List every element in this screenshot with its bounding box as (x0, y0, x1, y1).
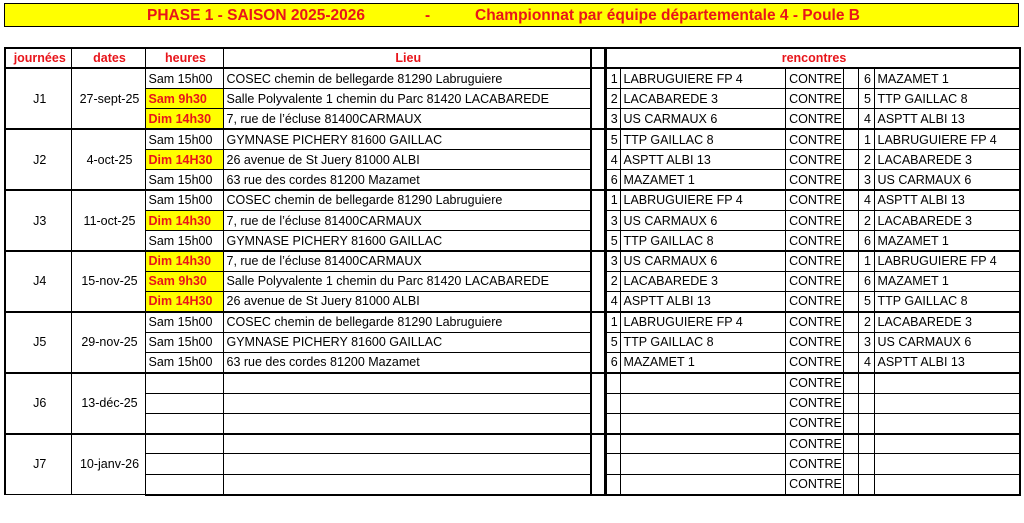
header-rencontres: rencontres (605, 48, 1020, 68)
schedule-table (4, 47, 592, 496)
vs-label: CONTRE (785, 413, 843, 433)
lieu-cell (223, 454, 591, 474)
vs-label: CONTRE (785, 68, 843, 88)
lieu-cell: 63 rue des cordes 81200 Mazamet (223, 352, 591, 372)
home-number: 3 (605, 210, 620, 230)
date-cell: 11-oct-25 (71, 190, 145, 251)
lieu-cell: 7, rue de l’écluse 81400CARMAUX (223, 251, 591, 271)
phase-title: PHASE 1 - SAISON 2025-2026 (147, 7, 365, 24)
vs-label: CONTRE (785, 190, 843, 210)
spacer-cell (843, 109, 858, 129)
home-number (605, 393, 620, 413)
home-number: 1 (605, 190, 620, 210)
journee-cell: J2 (5, 129, 71, 190)
away-number: 5 (858, 89, 874, 109)
heure-cell: Sam 15h00 (145, 170, 223, 190)
heure-cell (145, 413, 223, 433)
home-team (620, 434, 785, 454)
match-row (605, 352, 1020, 372)
home-team: US CARMAUX 6 (620, 210, 785, 230)
home-team: ASPTT ALBI 13 (620, 149, 785, 169)
home-number (605, 454, 620, 474)
heure-cell (145, 454, 223, 474)
spacer-cell (843, 413, 858, 433)
away-team (874, 373, 1020, 393)
match-row (605, 332, 1020, 352)
journee-cell: J4 (5, 251, 71, 312)
schedule-row (5, 190, 591, 210)
spacer-cell (843, 434, 858, 454)
header-lieu: Lieu (223, 48, 591, 68)
spacer-cell (843, 129, 858, 149)
vs-label: CONTRE (785, 454, 843, 474)
match-row (605, 68, 1020, 88)
away-team: LACABAREDE 3 (874, 312, 1020, 332)
away-team: MAZAMET 1 (874, 271, 1020, 291)
spacer-cell (843, 89, 858, 109)
home-number: 5 (605, 129, 620, 149)
home-number: 2 (605, 89, 620, 109)
match-row (605, 210, 1020, 230)
heure-cell (145, 373, 223, 393)
match-row (605, 434, 1020, 454)
home-team: TTP GAILLAC 8 (620, 231, 785, 251)
match-row (605, 149, 1020, 169)
match-row (605, 89, 1020, 109)
lieu-cell: GYMNASE PICHERY 81600 GAILLAC (223, 332, 591, 352)
spacer-cell (843, 454, 858, 474)
spacer-cell (843, 352, 858, 372)
away-number: 6 (858, 271, 874, 291)
date-cell: 15-nov-25 (71, 251, 145, 312)
away-team: ASPTT ALBI 13 (874, 352, 1020, 372)
away-number: 2 (858, 312, 874, 332)
journee-cell: J1 (5, 68, 71, 129)
vs-label: CONTRE (785, 149, 843, 169)
away-team: US CARMAUX 6 (874, 170, 1020, 190)
rencontres-table (604, 47, 1021, 496)
schedule-row (5, 373, 591, 393)
lieu-cell: 26 avenue de St Juery 81000 ALBI (223, 292, 591, 312)
match-row (605, 292, 1020, 312)
heure-cell: Sam 9h30 (145, 89, 223, 109)
away-team: MAZAMET 1 (874, 68, 1020, 88)
home-number: 4 (605, 149, 620, 169)
away-team: LACABAREDE 3 (874, 149, 1020, 169)
away-team: ASPTT ALBI 13 (874, 109, 1020, 129)
away-team: ASPTT ALBI 13 (874, 190, 1020, 210)
vs-label: CONTRE (785, 292, 843, 312)
lieu-cell (223, 474, 591, 494)
home-team: MAZAMET 1 (620, 170, 785, 190)
date-cell: 13-déc-25 (71, 373, 145, 434)
away-team: LACABAREDE 3 (874, 210, 1020, 230)
schedule-row (5, 434, 591, 454)
home-team: TTP GAILLAC 8 (620, 129, 785, 149)
away-number: 6 (858, 231, 874, 251)
date-cell: 4-oct-25 (71, 129, 145, 190)
spacer-cell (843, 68, 858, 88)
heure-cell: Sam 15h00 (145, 129, 223, 149)
header-heures: heures (145, 48, 223, 68)
lieu-cell: COSEC chemin de bellegarde 81290 Labruguiere (223, 68, 591, 88)
vs-label: CONTRE (785, 129, 843, 149)
vs-label: CONTRE (785, 231, 843, 251)
vs-label: CONTRE (785, 352, 843, 372)
home-team: US CARMAUX 6 (620, 251, 785, 271)
spacer-cell (843, 393, 858, 413)
spacer-cell (843, 149, 858, 169)
home-team (620, 393, 785, 413)
header-row (5, 48, 591, 68)
journee-cell: J6 (5, 373, 71, 434)
home-team: US CARMAUX 6 (620, 109, 785, 129)
away-team: MAZAMET 1 (874, 231, 1020, 251)
spacer-cell (843, 170, 858, 190)
home-team: LACABAREDE 3 (620, 89, 785, 109)
lieu-cell: GYMNASE PICHERY 81600 GAILLAC (223, 129, 591, 149)
away-team (874, 413, 1020, 433)
lieu-cell: 26 avenue de St Juery 81000 ALBI (223, 149, 591, 169)
lieu-cell: 7, rue de l’écluse 81400CARMAUX (223, 109, 591, 129)
match-row (605, 373, 1020, 393)
match-row (605, 129, 1020, 149)
away-number: 5 (858, 292, 874, 312)
spacer-cell (843, 190, 858, 210)
match-row (605, 271, 1020, 291)
heure-cell: Dim 14h30 (145, 251, 223, 271)
away-number (858, 434, 874, 454)
away-number (858, 454, 874, 474)
title-separator: - (425, 7, 431, 24)
vs-label: CONTRE (785, 332, 843, 352)
vs-label: CONTRE (785, 89, 843, 109)
vs-label: CONTRE (785, 109, 843, 129)
home-number: 4 (605, 292, 620, 312)
spacer-cell (843, 292, 858, 312)
home-team (620, 454, 785, 474)
away-number: 3 (858, 170, 874, 190)
vs-label: CONTRE (785, 271, 843, 291)
journee-cell: J5 (5, 312, 71, 373)
away-team: TTP GAILLAC 8 (874, 89, 1020, 109)
home-number: 1 (605, 68, 620, 88)
away-number: 1 (858, 251, 874, 271)
vs-label: CONTRE (785, 474, 843, 494)
heure-cell: Sam 15h00 (145, 332, 223, 352)
lieu-cell (223, 393, 591, 413)
match-row (605, 474, 1020, 494)
schedule-row (5, 312, 591, 332)
away-number: 4 (858, 190, 874, 210)
home-number (605, 373, 620, 393)
home-team: MAZAMET 1 (620, 352, 785, 372)
journee-cell: J3 (5, 190, 71, 251)
home-team: LABRUGUIERE FP 4 (620, 312, 785, 332)
spacer-cell (843, 251, 858, 271)
heure-cell: Sam 15h00 (145, 231, 223, 251)
heure-cell: Sam 15h00 (145, 352, 223, 372)
home-number (605, 413, 620, 433)
match-row (605, 413, 1020, 433)
spacer-cell (843, 373, 858, 393)
rencontres-header-row (605, 48, 1020, 68)
lieu-cell: 63 rue des cordes 81200 Mazamet (223, 170, 591, 190)
spacer-cell (843, 312, 858, 332)
spacer-cell (843, 231, 858, 251)
heure-cell (145, 474, 223, 494)
vs-label: CONTRE (785, 312, 843, 332)
lieu-cell (223, 413, 591, 433)
home-number: 6 (605, 170, 620, 190)
vs-label: CONTRE (785, 210, 843, 230)
away-team: US CARMAUX 6 (874, 332, 1020, 352)
match-row (605, 312, 1020, 332)
away-team: TTP GAILLAC 8 (874, 292, 1020, 312)
lieu-cell (223, 434, 591, 454)
header-dates: dates (71, 48, 145, 68)
date-cell: 10-janv-26 (71, 434, 145, 495)
lieu-cell (223, 373, 591, 393)
home-number: 3 (605, 109, 620, 129)
home-number: 5 (605, 332, 620, 352)
heure-cell: Sam 15h00 (145, 68, 223, 88)
vs-label: CONTRE (785, 170, 843, 190)
home-team (620, 413, 785, 433)
home-team: LABRUGUIERE FP 4 (620, 190, 785, 210)
spacer-cell (843, 271, 858, 291)
away-team (874, 393, 1020, 413)
vs-label: CONTRE (785, 393, 843, 413)
away-number: 4 (858, 352, 874, 372)
vs-label: CONTRE (785, 373, 843, 393)
date-cell: 27-sept-25 (71, 68, 145, 129)
heure-cell: Sam 9h30 (145, 271, 223, 291)
lieu-cell: COSEC chemin de bellegarde 81290 Labruguiere (223, 312, 591, 332)
lieu-cell: Salle Polyvalente 1 chemin du Parc 81420 LACABAREDE (223, 271, 591, 291)
home-team (620, 373, 785, 393)
match-row (605, 393, 1020, 413)
date-cell: 29-nov-25 (71, 312, 145, 373)
home-number: 6 (605, 352, 620, 372)
spacer-cell (843, 474, 858, 494)
vs-label: CONTRE (785, 251, 843, 271)
vs-label: CONTRE (785, 434, 843, 454)
header-journees: journées (5, 48, 71, 68)
away-number: 2 (858, 210, 874, 230)
away-team (874, 474, 1020, 494)
schedule-row (5, 129, 591, 149)
heure-cell (145, 434, 223, 454)
away-number: 4 (858, 109, 874, 129)
lieu-cell: GYMNASE PICHERY 81600 GAILLAC (223, 231, 591, 251)
away-number: 1 (858, 129, 874, 149)
match-row (605, 251, 1020, 271)
heure-cell: Dim 14h30 (145, 109, 223, 129)
home-number: 1 (605, 312, 620, 332)
home-team: LACABAREDE 3 (620, 271, 785, 291)
match-row (605, 170, 1020, 190)
title-banner (4, 3, 1019, 27)
home-number: 5 (605, 231, 620, 251)
schedule-row (5, 251, 591, 271)
away-number (858, 373, 874, 393)
match-row (605, 109, 1020, 129)
home-team: LABRUGUIERE FP 4 (620, 68, 785, 88)
lieu-cell: COSEC chemin de bellegarde 81290 Labruguiere (223, 190, 591, 210)
away-team: LABRUGUIERE FP 4 (874, 129, 1020, 149)
schedule-row (5, 68, 591, 88)
heure-cell: Sam 15h00 (145, 312, 223, 332)
away-number: 2 (858, 149, 874, 169)
heure-cell: Dim 14h30 (145, 210, 223, 230)
match-row (605, 454, 1020, 474)
lieu-cell: 7, rue de l’écluse 81400CARMAUX (223, 210, 591, 230)
home-number (605, 434, 620, 454)
home-team (620, 474, 785, 494)
championship-title: Championnat par équipe départementale 4 - Poule B (475, 7, 860, 24)
journee-cell: J7 (5, 434, 71, 495)
heure-cell: Dim 14H30 (145, 292, 223, 312)
spacer-cell (843, 210, 858, 230)
home-number: 3 (605, 251, 620, 271)
away-team (874, 434, 1020, 454)
away-number: 6 (858, 68, 874, 88)
away-team (874, 454, 1020, 474)
home-number: 2 (605, 271, 620, 291)
away-number (858, 474, 874, 494)
heure-cell: Dim 14H30 (145, 149, 223, 169)
away-number (858, 413, 874, 433)
away-number: 3 (858, 332, 874, 352)
home-team: TTP GAILLAC 8 (620, 332, 785, 352)
spacer-cell (843, 332, 858, 352)
heure-cell: Sam 15h00 (145, 190, 223, 210)
away-team: LABRUGUIERE FP 4 (874, 251, 1020, 271)
home-number (605, 474, 620, 494)
match-row (605, 190, 1020, 210)
away-number (858, 393, 874, 413)
home-team: ASPTT ALBI 13 (620, 292, 785, 312)
heure-cell (145, 393, 223, 413)
lieu-cell: Salle Polyvalente 1 chemin du Parc 81420 LACABAREDE (223, 89, 591, 109)
match-row (605, 231, 1020, 251)
